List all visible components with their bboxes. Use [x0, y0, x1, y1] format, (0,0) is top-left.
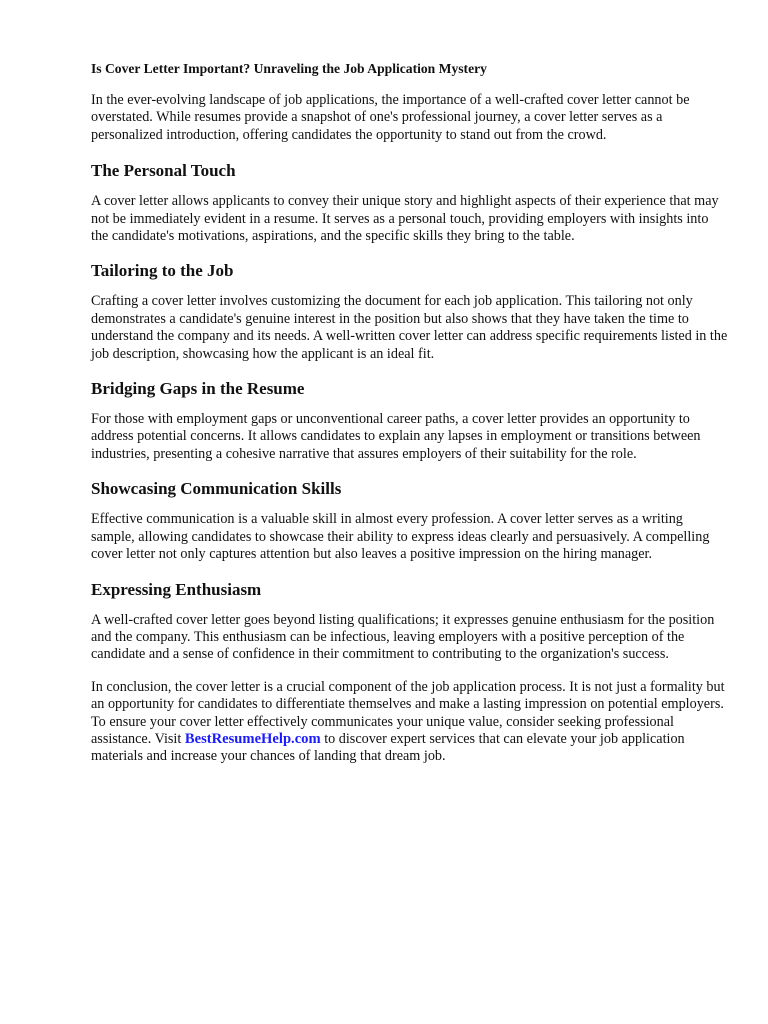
section-body-communication: Effective communication is a valuable skill in almost every profession. A cover letter serves as a writing sample, allowing candidates to showcase their ability to express ideas clearly and persuasively. A compelling cover letter not only captures attention but also leaves a positive impression on the hiring manager. — [91, 511, 710, 563]
section-heading-tailoring: Tailoring to the Job — [91, 261, 234, 281]
section-body-tailoring: Crafting a cover letter involves customizing the document for each job application. This tailoring not only demonstrates a candidate's genuine interest in the position but also shows that they have taken the time to understand the company and its needs. A well-written cover letter can address specific requirements listed in the job description, showcasing how the applicant is an ideal fit. — [91, 293, 728, 362]
conclusion-text-after-link: to discover expert services that can elevate your job application materials and increase your chances of landing that dream job. — [91, 730, 685, 765]
conclusion-text-before-link: In conclusion, the cover letter is a crucial component of the job application process. It is not just a formality but an opportunity for candidates to differentiate themselves and make a lasting impression on potential employers. To ensure your cover letter effectively communicates your unique value, consider seeking professional assistance. Visit — [91, 678, 725, 747]
section-body-enthusiasm: A well-crafted cover letter goes beyond listing qualifications; it expresses genuine enthusiasm for the position and the company. This enthusiasm can be infectious, leaving employers with a positive perception of the candidate and a sense of confidence in their commitment to contributing to the organization's success. — [91, 611, 715, 663]
section-heading-enthusiasm: Expressing Enthusiasm — [91, 579, 262, 599]
section-heading-communication: Showcasing Communication Skills — [91, 479, 342, 499]
section-heading-bridging-gaps: Bridging Gaps in the Resume — [91, 379, 305, 399]
intro-paragraph: In the ever-evolving landscape of job applications, the importance of a well-crafted cover letter cannot be overstated. While resumes provide a snapshot of one's professional journey, a cover letter serves as a personalized introduction, offering candidates the opportunity to stand out from the crowd. — [91, 92, 690, 143]
best-resume-help-link[interactable]: BestResumeHelp.com — [184, 730, 321, 747]
section-body-personal-touch: A cover letter allows applicants to convey their unique story and highlight aspects of their experience that may not be immediately evident in a resume. It serves as a personal touch, providing employers with insights into the candidate's motivations, aspirations, and the specific skills they bring to the table. — [91, 193, 719, 245]
document-title: Is Cover Letter Important? Unraveling the Job Application Mystery — [91, 61, 487, 76]
section-heading-personal-touch: The Personal Touch — [91, 161, 236, 181]
section-body-bridging-gaps: For those with employment gaps or unconventional career paths, a cover letter provides an opportunity to address potential concerns. It allows candidates to explain any lapses in employment or transitions between industries, presenting a cohesive narrative that assures employers of their suitability for the role. — [91, 411, 701, 462]
conclusion-paragraph — [91, 679, 728, 766]
